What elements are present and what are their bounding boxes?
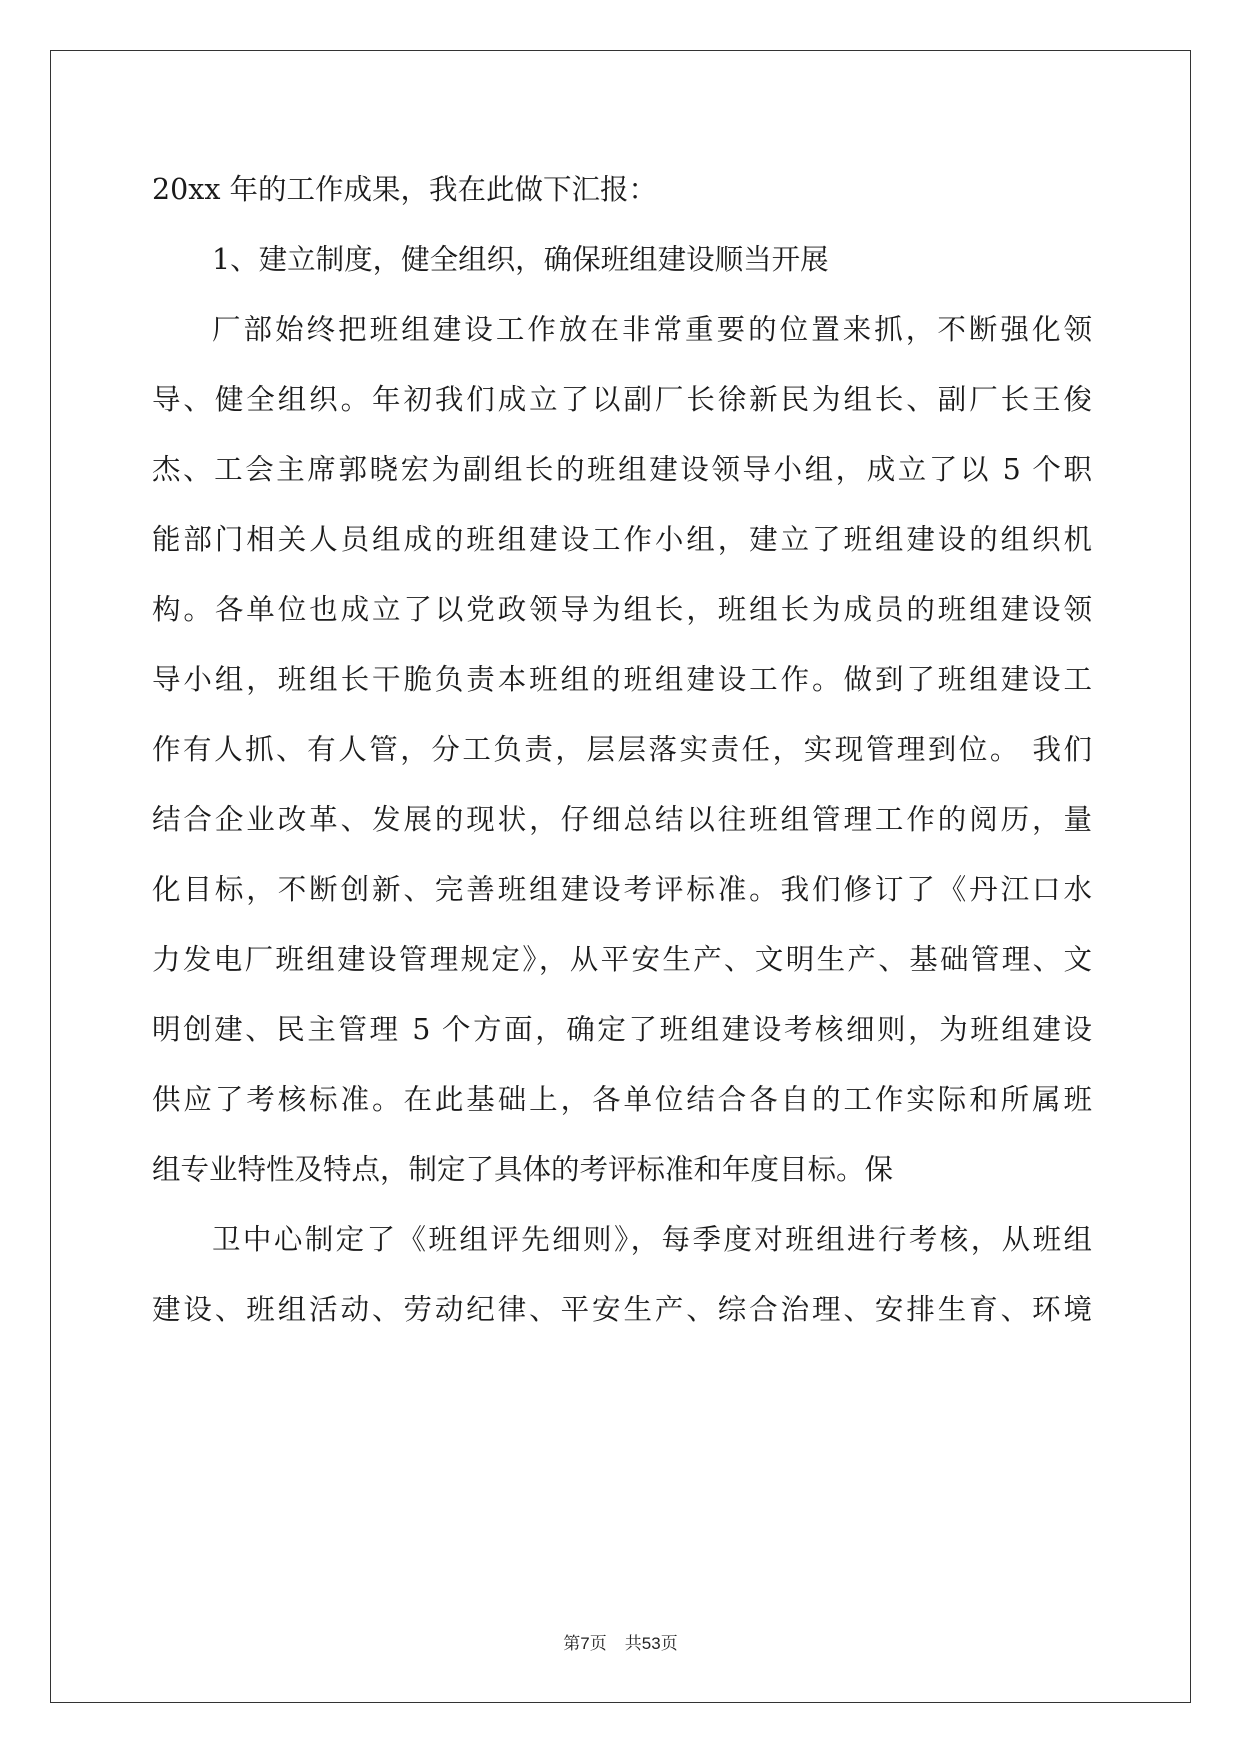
text-line: 化目标，不断创新、完善班组建设考评标准。我们修订了《丹江口水 — [152, 873, 1092, 906]
text-line: 组专业特性及特点，制定了具体的考评标准和年度目标。保 — [152, 1153, 894, 1186]
total-pages: 53 — [641, 1634, 661, 1653]
section-heading: 1、建立制度，健全组织，确保班组建设顺当开展 — [212, 243, 829, 276]
text-line: 力发电厂班组建设管理规定》，从平安生产、文明生产、基础管理、文 — [152, 943, 1092, 976]
page-number: 7 — [580, 1634, 590, 1653]
text-line: 能部门相关人员组成的班组建设工作小组，建立了班组建设的组织机 — [152, 523, 1092, 556]
total-prefix: 共 — [624, 1634, 642, 1654]
page-prefix: 第 — [563, 1634, 581, 1654]
text-line: 明创建、民主管理 5 个方面，确定了班组建设考核细则，为班组建设 — [152, 1013, 1092, 1046]
text-line: 导小组，班组长干脆负责本班组的班组建设工作。做到了班组建设工 — [152, 663, 1092, 696]
page-footer — [0, 1632, 1241, 1656]
page-suffix: 页 — [589, 1634, 607, 1654]
text-line: 导、健全组织。年初我们成立了以副厂长徐新民为组长、副厂长王俊 — [152, 383, 1092, 416]
text-line: 供应了考核标准。在此基础上，各单位结合各自的工作实际和所属班 — [152, 1083, 1092, 1116]
text-line: 建设、班组活动、劳动纪律、平安生产、综合治理、安排生育、环境 — [152, 1293, 1092, 1326]
total-suffix: 页 — [660, 1634, 678, 1654]
text-line: 结合企业改革、发展的现状，仔细总结以往班组管理工作的阅历，量 — [152, 803, 1092, 836]
text-line: 厂部始终把班组建设工作放在非常重要的位置来抓，不断强化领 — [212, 313, 1092, 346]
text-line: 构。各单位也成立了以党政领导为组长，班组长为成员的班组建设领 — [152, 593, 1092, 626]
text-line: 20xx 年的工作成果，我在此做下汇报： — [152, 173, 657, 206]
text-line: 卫中心制定了《班组评先细则》，每季度对班组进行考核，从班组 — [212, 1223, 1092, 1256]
text-line: 作有人抓、有人管，分工负责，层层落实责任，实现管理到位。 我们 — [152, 733, 1092, 766]
document-body — [152, 155, 1092, 1345]
text-line: 杰、工会主席郭晓宏为副组长的班组建设领导小组，成立了以 5 个职 — [152, 453, 1092, 486]
